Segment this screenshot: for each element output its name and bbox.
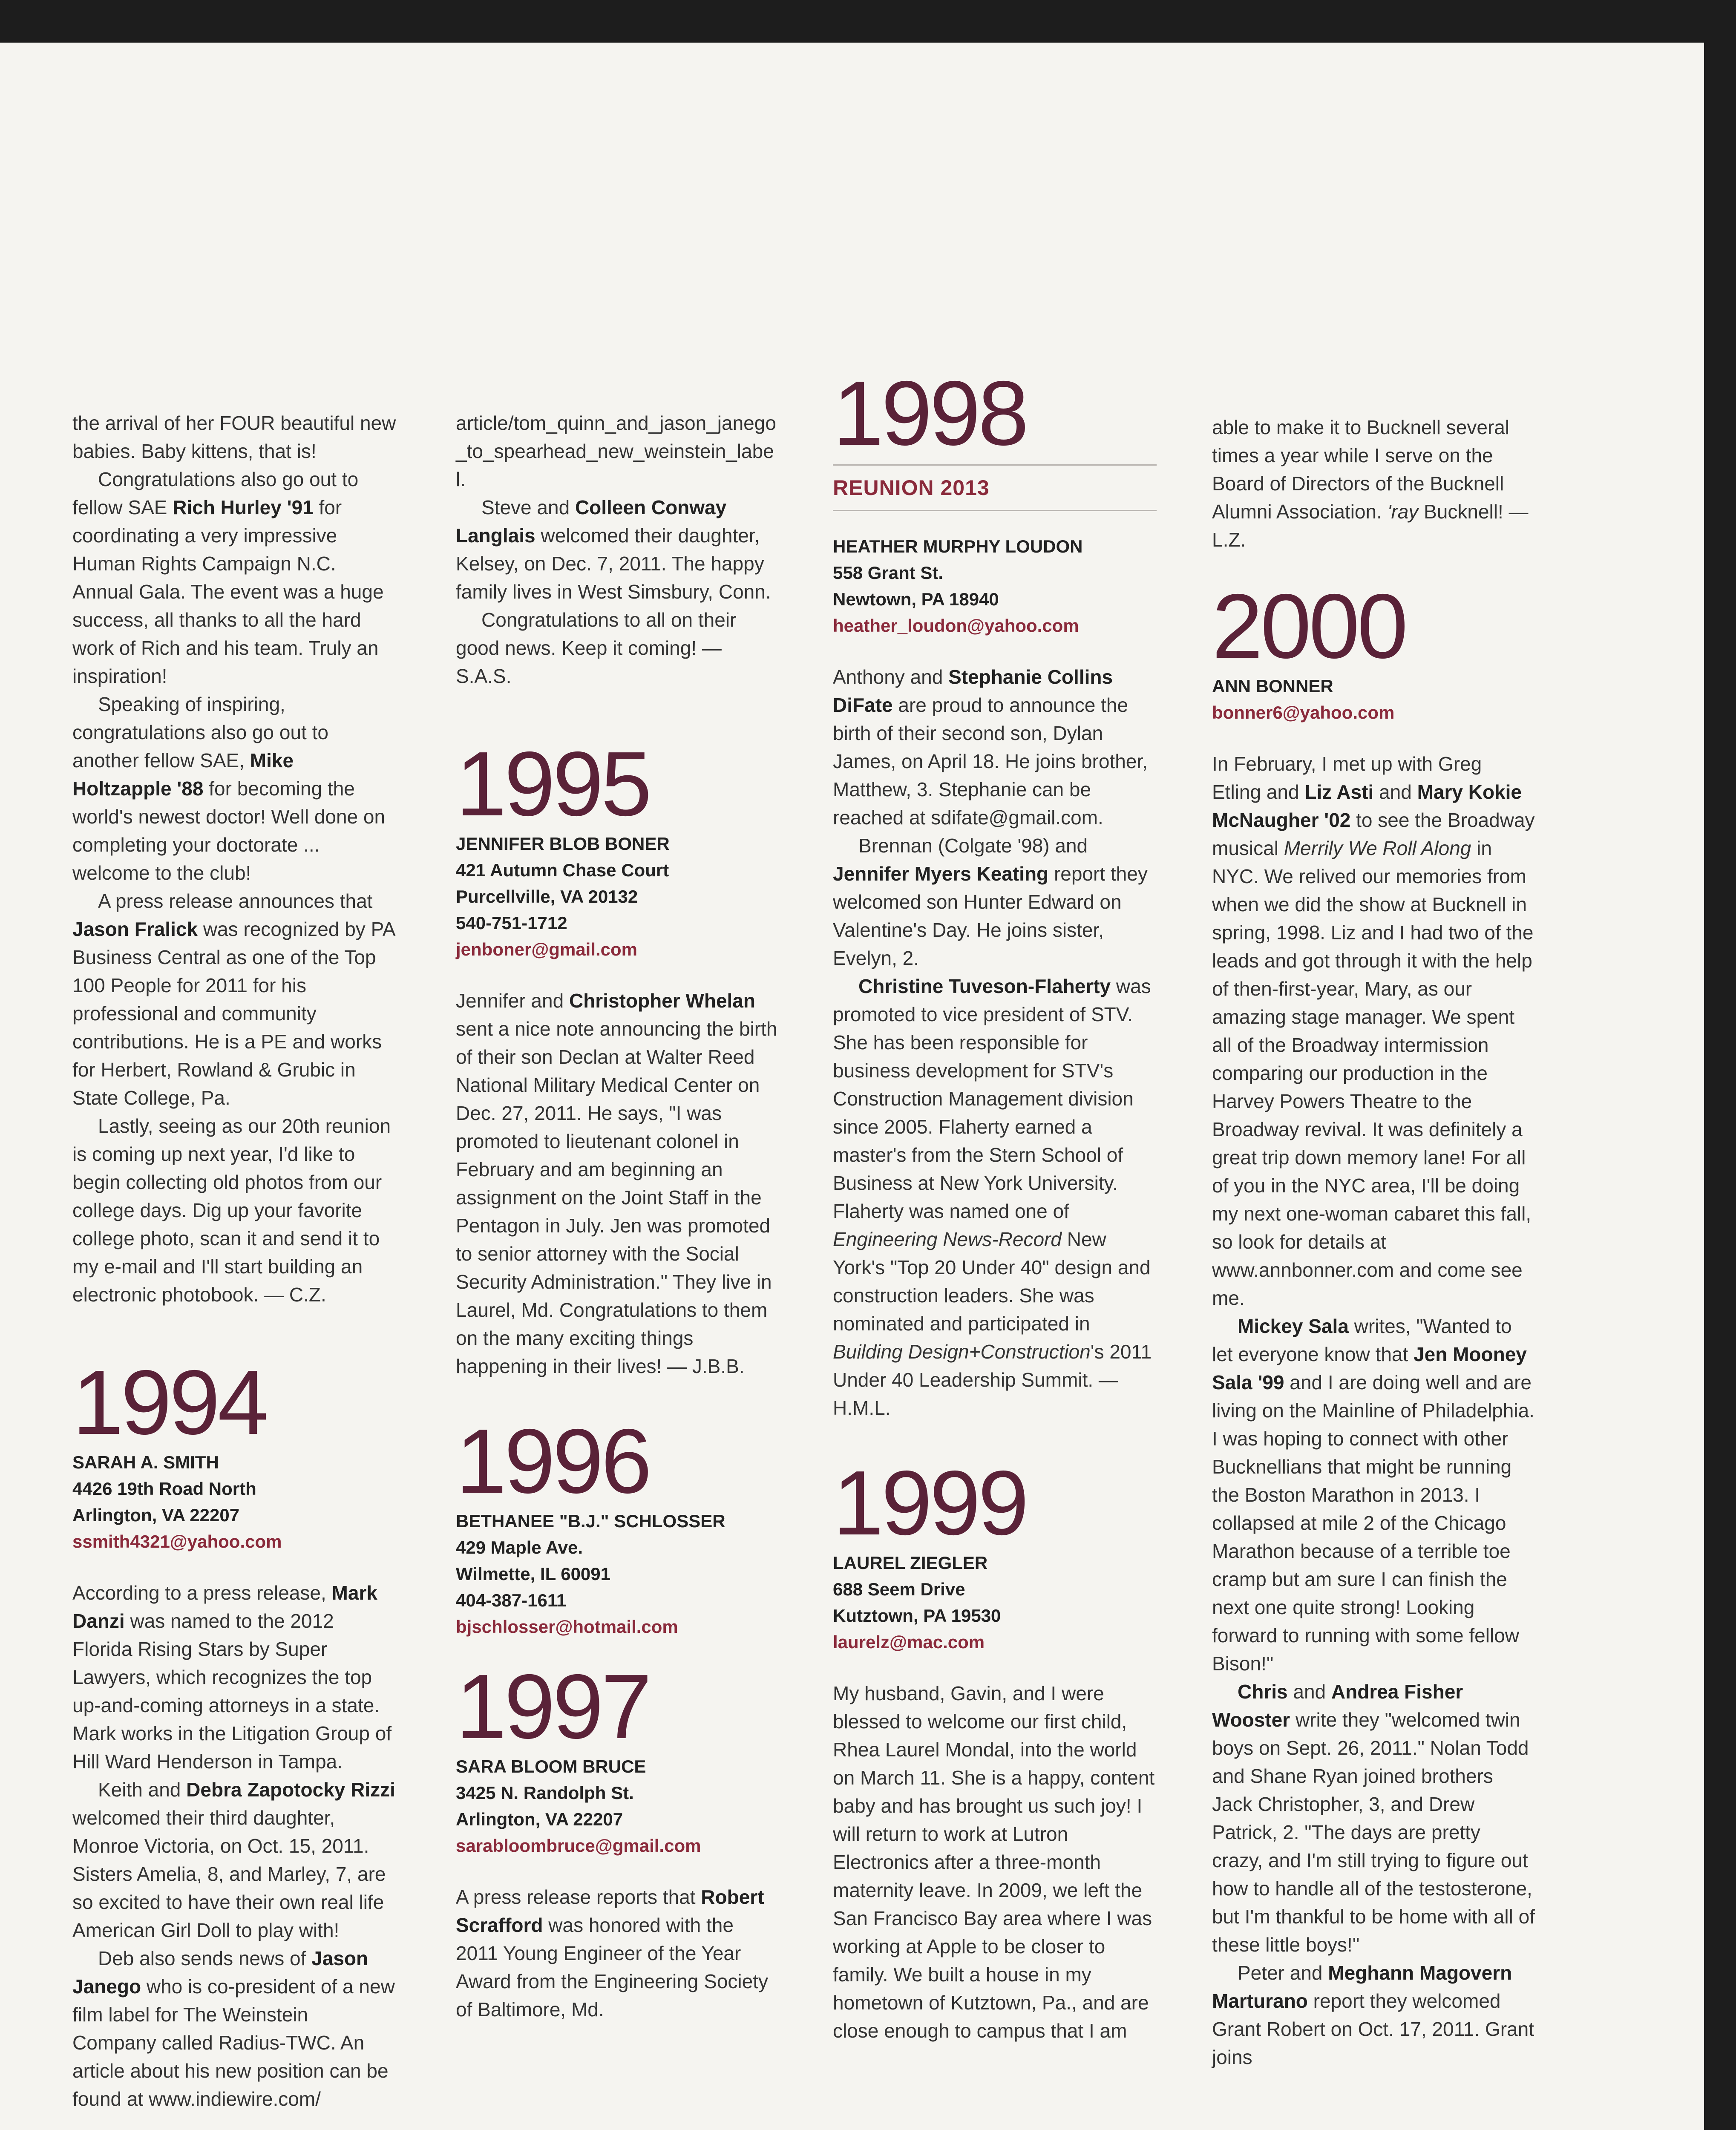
class-year-heading: 1995 bbox=[456, 732, 650, 835]
contact-email[interactable]: heather_loudon@yahoo.com bbox=[833, 616, 1079, 636]
paragraph: article/tom_quinn_and_jason_janego_to_spearhead_new_weinstein_label. bbox=[456, 412, 776, 490]
person-name: Debra Zapotocky Rizzi bbox=[186, 1779, 395, 1801]
contact-city: Arlington, VA 22207 bbox=[72, 1505, 240, 1525]
contact-street: 558 Grant St. bbox=[833, 563, 944, 583]
paragraph: A press release reports that Robert Scrafford was honored with the 2011 Young Engineer of the Year Award from the Engineering Society of Baltimore, Md. bbox=[456, 1886, 768, 2021]
class-year-heading: 1999 bbox=[833, 1451, 1027, 1554]
column-2 bbox=[456, 409, 780, 2024]
contact-street: 421 Autumn Chase Court bbox=[456, 860, 669, 880]
paragraph: Christine Tuveson-Flaherty was promoted to vice president of STV. She has been responsible for business development for STV's Construction Management division since 2005. Flaherty earned a master's from the Stern School of Business at New York University. Flaherty was named one of Engineering News-Record New York's "Top 20 Under 40" design and construction leaders. She was nominated and participated in Building Design+Construction's 2011 Under 40 Leadership Summit. — H.M.L. bbox=[833, 975, 1152, 1419]
person-name: Mark Danzi bbox=[72, 1582, 377, 1632]
person-name: Andrea Fisher Wooster bbox=[1212, 1681, 1463, 1731]
person-name: Christine Tuveson-Flaherty bbox=[858, 975, 1111, 997]
contact-name: BETHANEE "B.J." SCHLOSSER bbox=[456, 1511, 725, 1531]
column-1 bbox=[72, 409, 396, 2113]
magazine-page bbox=[0, 43, 1704, 2130]
paragraph: Chris and Andrea Fisher Wooster write they "welcomed twin boys on Sept. 26, 2011." Nolan Todd and Shane Ryan joined brothers Jack Christopher, 3, and Drew Patrick, 2. "The days are pretty crazy, and I'm still trying to figure out how to handle all of the testosterone, but I'm thankful to be home with all of these little boys!" bbox=[1212, 1681, 1535, 1956]
paragraph: Steve and Colleen Conway Langlais welcomed their daughter, Kelsey, on Dec. 7, 2011. The happy family lives in West Simsbury, Conn. bbox=[456, 496, 771, 603]
paragraph: Mickey Sala writes, "Wanted to let everyone know that Jen Mooney Sala '99 and I are doing well and are living on the Mainline of Philadelphia. I was hoping to connect with other Bucknellians that might be running the Boston Marathon in 2013. I collapsed at mile 2 of the Chicago Marathon because of a terrible toe cramp but am sure I can finish the next one quite strong! Looking forward to running with some fellow Bison!" bbox=[1212, 1315, 1534, 1675]
paragraph: Speaking of inspiring, congratulations also go out to another fellow SAE, Mike Holtzapple '88 for becoming the world's newest doctor! Well done on completing your doctorate ... welcome to the club! bbox=[72, 693, 386, 884]
person-name: Colleen Conway Langlais bbox=[456, 496, 727, 547]
class-contact bbox=[833, 533, 1157, 639]
reunion-banner bbox=[833, 464, 1157, 511]
paragraph: the arrival of her FOUR beautiful new babies. Baby kittens, that is! bbox=[72, 412, 396, 462]
person-name: Mary Kokie McNaugher '02 bbox=[1212, 781, 1522, 831]
contact-phone: 404-387-1611 bbox=[456, 1590, 567, 1610]
paragraph: Lastly, seeing as our 20th reunion is coming up next year, I'd like to begin collecting old photos from our college days. Dig up your favorite college photo, scan it and send it to my e-mail and I'll start building an electronic photobook. — C.Z. bbox=[72, 1115, 391, 1306]
contact-email[interactable]: bjschlosser@hotmail.com bbox=[456, 1617, 678, 1637]
contact-name: ANN BONNER bbox=[1212, 676, 1333, 696]
person-name: Mickey Sala bbox=[1238, 1315, 1349, 1337]
contact-street: 688 Seem Drive bbox=[833, 1579, 965, 1599]
paragraph: My husband, Gavin, and I were blessed to welcome our first child, Rhea Laurel Mondal, into the world on March 11. She is a happy, content baby and has brought us such joy! I will return to work at Lutron Electronics after a three-month maternity leave. In 2009, we left the San Francisco Bay area where I was working at Apple to be closer to family. We built a house in my hometown of Kutztown, Pa., and are close enough to campus that I am bbox=[833, 1682, 1155, 2042]
person-name: Jason Fralick bbox=[72, 918, 198, 940]
contact-phone: 540-751-1712 bbox=[456, 913, 567, 933]
paragraph: In February, I met up with Greg Etling and Liz Asti and Mary Kokie McNaugher '02 to see the Broadway musical Merrily We Roll Along in NYC. We relived our memories from when we did the show at Bucknell in spring, 1998. Liz and I had two of the leads and got through it with the help of then-first-year, Mary, as our amazing stage manager. We spent all of the Broadway intermission comparing our production in the Harvey Powers Theatre to the Broadway revival. It was definitely a great trip down memory lane! For all of you in the NYC area, I'll be doing my next one-woman cabaret this fall, so look for details at www.annbonner.com and come see me. bbox=[1212, 753, 1535, 1309]
paragraph: Anthony and Stephanie Collins DiFate are proud to announce the birth of their second son, Dylan James, on April 18. He joins brother, Matthew, 3. Stephanie can be reached at sdifate@gmail.com. bbox=[833, 666, 1148, 829]
column-4 bbox=[1212, 413, 1536, 2071]
person-name: Christopher Whelan bbox=[569, 990, 755, 1012]
person-name: Jen Mooney Sala '99 bbox=[1212, 1343, 1527, 1393]
person-name: Meghann Magovern Marturano bbox=[1212, 1962, 1512, 2012]
contact-email[interactable]: laurelz@mac.com bbox=[833, 1632, 985, 1652]
paragraph: able to make it to Bucknell several times a year while I serve on the Board of Directors of the Bucknell Alumni Association. 'ray Bucknell! — L.Z. bbox=[1212, 416, 1529, 551]
contact-name: SARA BLOOM BRUCE bbox=[456, 1756, 646, 1776]
contact-name: JENNIFER BLOB BONER bbox=[456, 834, 670, 854]
contact-name: HEATHER MURPHY LOUDON bbox=[833, 536, 1083, 556]
contact-street: 3425 N. Randolph St. bbox=[456, 1783, 634, 1803]
person-name: Jennifer Myers Keating bbox=[833, 863, 1049, 885]
paragraph: Keith and Debra Zapotocky Rizzi welcomed their third daughter, Monroe Victoria, on Oct. 15, 2011. Sisters Amelia, 8, and Marley, 7, are so excited to have their own real life American Girl Doll to play with! bbox=[72, 1779, 395, 1941]
class-year-heading: 1997 bbox=[456, 1655, 650, 1758]
person-name: Robert Scrafford bbox=[456, 1886, 764, 1936]
person-name: Jason Janego bbox=[72, 1947, 369, 1998]
contact-city: Kutztown, PA 19530 bbox=[833, 1606, 1001, 1626]
contact-street: 4426 19th Road North bbox=[72, 1479, 256, 1499]
class-year-heading: 1998 bbox=[833, 362, 1027, 464]
paragraph: Peter and Meghann Magovern Marturano report they welcomed Grant Robert on Oct. 17, 2011. Grant joins bbox=[1212, 1962, 1534, 2068]
class-year-heading: 2000 bbox=[1212, 575, 1406, 677]
column-3 bbox=[833, 362, 1157, 2045]
reunion-label: REUNION 2013 bbox=[833, 476, 990, 500]
paragraph: Deb also sends news of Jason Janego who is co-president of a new film label for The Weinstein Company called Radius-TWC. An article about his new position can be found at www.indiewire.com/ bbox=[72, 1947, 395, 2110]
paragraph: According to a press release, Mark Danzi was named to the 2012 Florida Rising Stars by Super Lawyers, which recognizes the top up-and-coming attorneys in a state. Mark works in the Litigation Group of Hill Ward Henderson in Tampa. bbox=[72, 1582, 392, 1773]
contact-street: 429 Maple Ave. bbox=[456, 1537, 583, 1557]
contact-name: LAUREL ZIEGLER bbox=[833, 1553, 988, 1573]
contact-email[interactable]: sarabloombruce@gmail.com bbox=[456, 1836, 701, 1856]
contact-city: Purcellville, VA 20132 bbox=[456, 887, 638, 907]
contact-city: Wilmette, IL 60091 bbox=[456, 1564, 611, 1584]
person-name: Stephanie Collins DiFate bbox=[833, 666, 1113, 716]
class-year-heading: 1994 bbox=[72, 1351, 266, 1454]
class-year-heading: 1996 bbox=[456, 1410, 650, 1512]
paragraph: Congratulations to all on their good news. Keep it coming! — S.A.S. bbox=[456, 609, 737, 687]
person-name: Mike Holtzapple '88 bbox=[72, 749, 294, 800]
person-name: Liz Asti bbox=[1304, 781, 1374, 803]
person-name: Chris bbox=[1238, 1681, 1288, 1703]
paragraph: Brennan (Colgate '98) and Jennifer Myers Keating report they welcomed son Hunter Edward on Valentine's Day. He joins sister, Evelyn, 2. bbox=[833, 835, 1148, 969]
contact-name: SARAH A. SMITH bbox=[72, 1452, 219, 1472]
class-contact bbox=[456, 1508, 780, 1640]
contact-city: Newtown, PA 18940 bbox=[833, 589, 999, 609]
person-name: Rich Hurley '91 bbox=[173, 496, 314, 518]
contact-email[interactable]: jenboner@gmail.com bbox=[456, 939, 638, 959]
class-contact bbox=[72, 1449, 396, 1555]
contact-email[interactable]: bonner6@yahoo.com bbox=[1212, 702, 1395, 722]
contact-city: Arlington, VA 22207 bbox=[456, 1809, 623, 1829]
paragraph: A press release announces that Jason Fralick was recognized by PA Business Central as one of the Top 100 People for 2011 for his professional and community contributions. He is a PE and works for Herbert, Rowland & Grubic in State College, Pa. bbox=[72, 890, 395, 1109]
class-contact bbox=[833, 1550, 1157, 1655]
contact-email[interactable]: ssmith4321@yahoo.com bbox=[72, 1531, 282, 1551]
paragraph: Congratulations also go out to fellow SAE Rich Hurley '91 for coordinating a very impressive Human Rights Campaign N.C. Annual Gala. The event was a huge success, all thanks to all the hard work of Rich and his team. Truly an inspiration! bbox=[72, 468, 384, 687]
class-contact bbox=[456, 831, 780, 963]
class-contact bbox=[1212, 673, 1536, 726]
paragraph: Jennifer and Christopher Whelan sent a nice note announcing the birth of their son Declan at Walter Reed National Military Medical Center on Dec. 27, 2011. He says, "I was promoted to lieutenant colonel in February and am beginning an assignment on the Joint Staff in the Pentagon in July. Jen was promoted to senior attorney with the Social Security Administration." They live in Laurel, Md. Congratulations to them on the many exciting things happening in their lives! — J.B.B. bbox=[456, 990, 777, 1377]
class-contact bbox=[456, 1753, 780, 1859]
